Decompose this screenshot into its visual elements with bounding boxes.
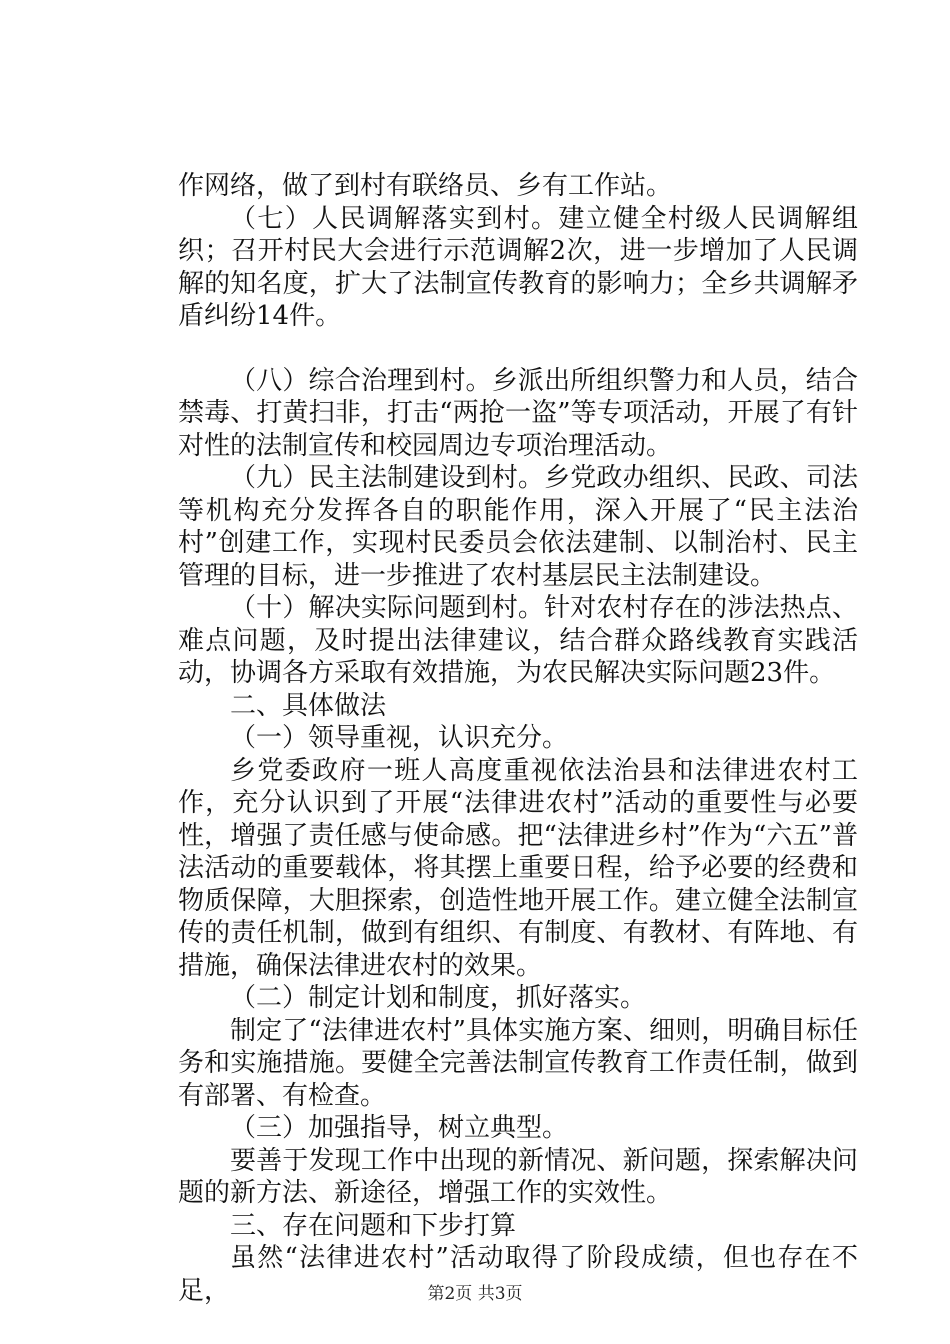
paragraph-continuation: 作网络，做了到村有联络员、乡有工作站。 — [178, 171, 673, 201]
subheading-2-3: （三）加强指导，树立典型。 — [230, 1113, 569, 1143]
paragraph-item-8: （八）综合治理到村。乡派出所组织警力和人员，结合禁毒、打黄扫非，打击“两抢一盗”等专项活动，开展了有针对性的法制宣传和校园周边专项治理活动。 — [178, 365, 858, 461]
paragraph-item-7: （七）人民调解落实到村。建立健全村级人民调解组织；召开村民大会进行示范调解2次，进一步增加了人民调解的知名度，扩大了法制宣传教育的影响力；全乡共调解矛盾纠纷14件。 — [178, 203, 858, 331]
page-number-footer: 第2页 共3页 — [427, 1284, 523, 1304]
section-heading-3: 三、存在问题和下步打算 — [230, 1210, 517, 1241]
document-body — [178, 170, 858, 1307]
paragraph-2-3-body: 要善于发现工作中出现的新情况、新问题，探索解决问题的新方法、新途径，增强工作的实效性。 — [178, 1145, 858, 1208]
section-heading-2: 二、具体做法 — [230, 690, 387, 721]
paragraph-2-2-body: 制定了“法律进农村”具体实施方案、细则，明确目标任务和实施措施。要健全完善法制宣传教育工作责任制，做到有部署、有检查。 — [178, 1015, 858, 1111]
subheading-2-1: （一）领导重视，认识充分。 — [230, 723, 569, 753]
paragraph-2-1-body: 乡党委政府一班人高度重视依法治县和法律进农村工作，充分认识到了开展“法律进农村”活动的重要性与必要性，增强了责任感与使命感。把“法律进乡村”作为“六五”普法活动的重要载体，将其摆上重要日程，给予必要的经费和物质保障，大胆探索，创造性地开展工作。建立健全法制宣传的责任机制，做到有组织、有制度、有教材、有阵地、有措施，确保法律进农村的效果。 — [178, 755, 858, 981]
paragraph-item-10: （十）解决实际问题到村。针对农村存在的涉法热点、难点问题，及时提出法律建议，结合群众路线教育实践活动，协调各方采取有效措施，为农民解决实际问题23件。 — [178, 593, 858, 688]
paragraph-item-9: （九）民主法制建设到村。乡党政办组织、民政、司法等机构充分发挥各自的职能作用，深入开展了“民主法治村”创建工作，实现村民委员会依法建制、以制治村、民主管理的目标，进一步推进了农村基层民主法制建设。 — [178, 463, 858, 591]
paragraph-3-body: 虽然“法律进农村”活动取得了阶段成绩，但也存在不足， — [178, 1243, 858, 1306]
subheading-2-2: （二）制定计划和制度，抓好落实。 — [230, 983, 647, 1013]
